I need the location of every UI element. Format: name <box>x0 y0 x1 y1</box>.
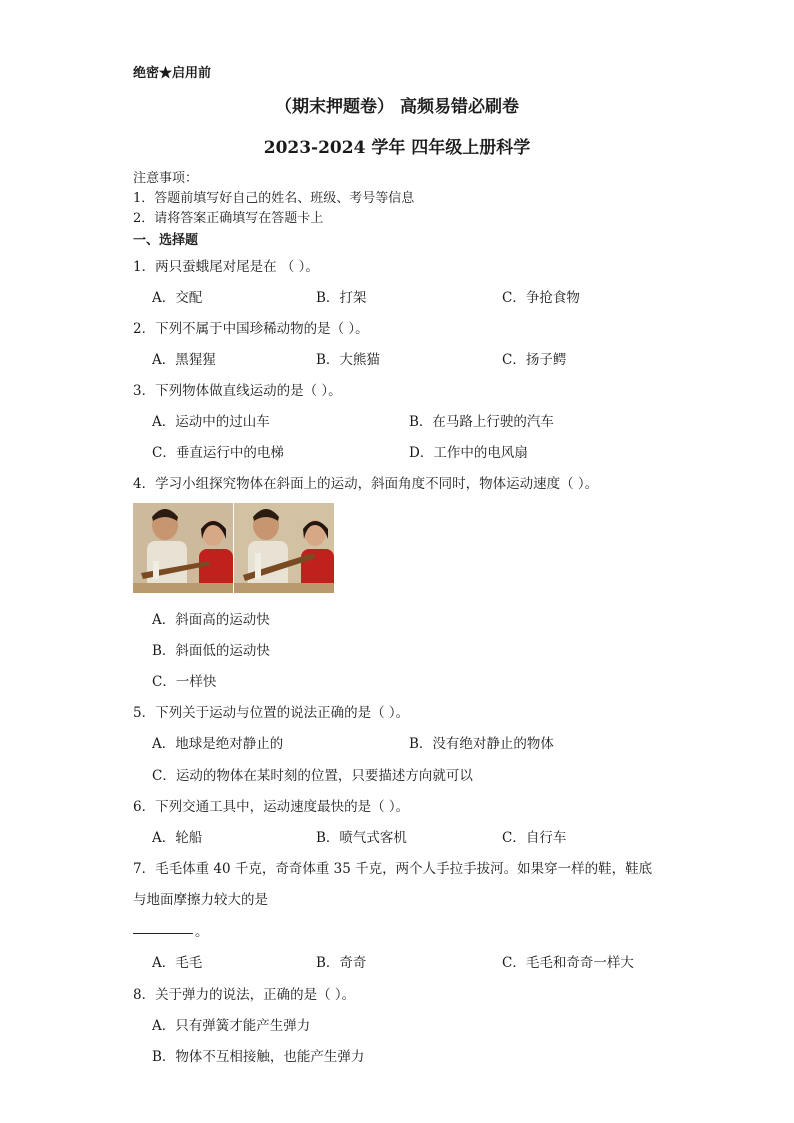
confidential-label: 绝密★启用前 <box>133 66 212 81</box>
q8-option-a[interactable]: A．只有弹簧才能产生弹力 <box>152 1018 311 1034</box>
exam-title: （期末押题卷） 高频易错必刷卷 <box>275 97 519 117</box>
question-7: 7．毛毛体重 40 千克，奇奇体重 35 千克，两个人手拉手拔河。如果穿一样的鞋，鞋底 <box>133 861 653 877</box>
q7-option-c[interactable]: C．毛毛和奇奇一样大 <box>502 955 634 971</box>
q2-option-c[interactable]: C．扬子鳄 <box>502 352 567 368</box>
q4-option-a[interactable]: A．斜面高的运动快 <box>152 612 270 628</box>
question-3: 3．下列物体做直线运动的是（ ）。 <box>133 383 342 399</box>
q1-option-c[interactable]: C．争抢食物 <box>502 290 580 306</box>
q1-option-b[interactable]: B．打架 <box>316 290 367 306</box>
q3-option-b[interactable]: B．在马路上行驶的汽车 <box>409 414 554 430</box>
q3-option-c[interactable]: C．垂直运行中的电梯 <box>152 445 284 461</box>
q4-option-b[interactable]: B．斜面低的运动快 <box>152 643 270 659</box>
q7-option-b[interactable]: B．奇奇 <box>316 955 367 971</box>
q6-option-c[interactable]: C．自行车 <box>502 830 567 846</box>
question-2: 2．下列不属于中国珍稀动物的是（ ）。 <box>133 321 369 337</box>
q1-option-a[interactable]: A．交配 <box>152 290 203 306</box>
answer-blank[interactable] <box>133 922 193 934</box>
note-item: 2．请将答案正确填写在答题卡上 <box>133 211 324 226</box>
blank-period: 。 <box>195 924 209 940</box>
q5-option-a[interactable]: A．地球是绝对静止的 <box>152 736 284 752</box>
question-4: 4．学习小组探究物体在斜面上的运动，斜面角度不同时，物体运动速度（ ）。 <box>133 476 599 492</box>
exam-subtitle: 2023-2024 学年 四年级上册科学 <box>263 138 531 158</box>
q4-option-c[interactable]: C．一样快 <box>152 674 217 690</box>
note-item: 1．答题前填写好自己的姓名、班级、考号等信息 <box>133 191 415 206</box>
q7-option-a[interactable]: A．毛毛 <box>152 955 203 971</box>
notes-heading: 注意事项： <box>133 171 199 186</box>
q3-option-a[interactable]: A．运动中的过山车 <box>152 414 270 430</box>
q2-option-a[interactable]: A．黑猩猩 <box>152 352 216 368</box>
question-6: 6．下列交通工具中，运动速度最快的是（ ）。 <box>133 799 410 815</box>
question-5: 5．下列关于运动与位置的说法正确的是（ ）。 <box>133 705 410 721</box>
question-1: 1．两只蚕蛾尾对尾是在 （ ）。 <box>133 259 319 275</box>
q6-option-a[interactable]: A．轮船 <box>152 830 203 846</box>
question-8: 8．关于弹力的说法，正确的是（ ）。 <box>133 987 356 1003</box>
q3-option-d[interactable]: D．工作中的电风扇 <box>409 445 528 461</box>
experiment-photo <box>133 503 334 593</box>
q6-option-b[interactable]: B．喷气式客机 <box>316 830 407 846</box>
q5-option-c[interactable]: C．运动的物体在某时刻的位置，只要描述方向就可以 <box>152 768 473 784</box>
section-title: 一、选择题 <box>133 233 199 248</box>
question-7-continued: 与地面摩擦力较大的是 <box>133 892 268 908</box>
q8-option-b[interactable]: B．物体不互相接触，也能产生弹力 <box>152 1049 365 1065</box>
q2-option-b[interactable]: B．大熊猫 <box>316 352 380 368</box>
q5-option-b[interactable]: B．没有绝对静止的物体 <box>409 736 554 752</box>
